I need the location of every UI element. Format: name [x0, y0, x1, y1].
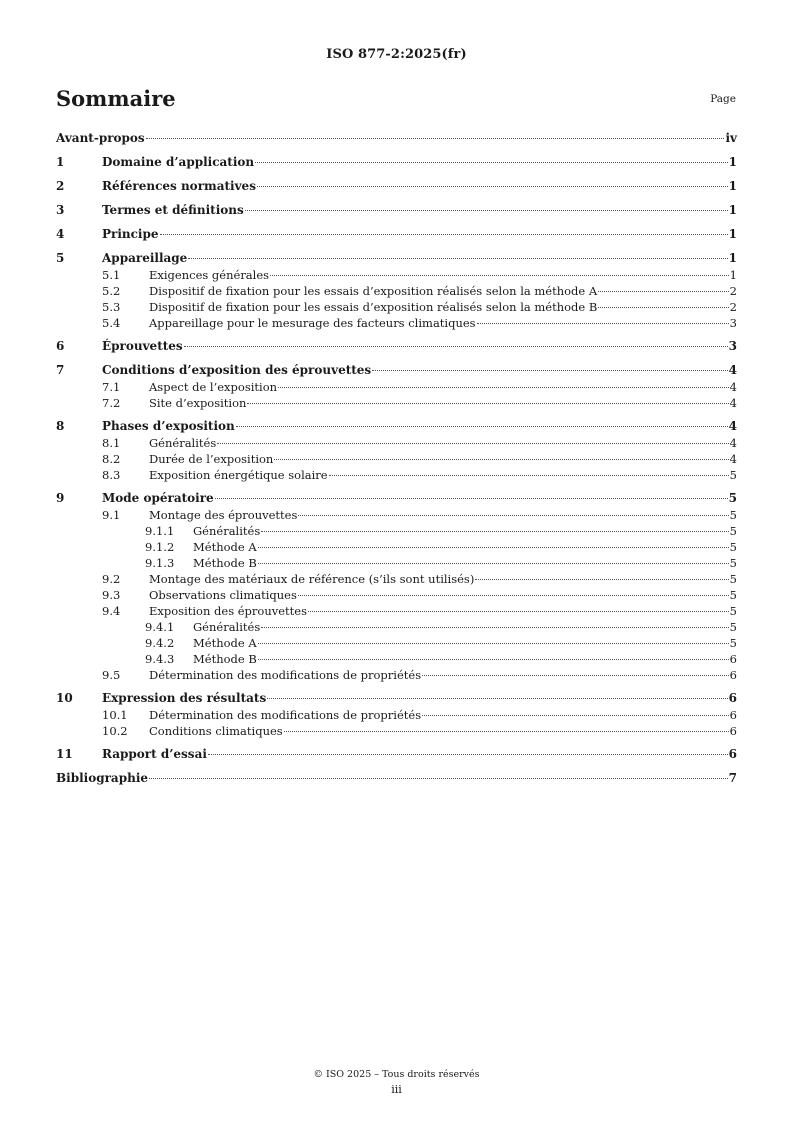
toc-entry-page: 1 — [728, 251, 737, 265]
toc-entry-title: Rapport d’essai — [102, 747, 207, 761]
toc-entry-page: 4 — [729, 452, 737, 466]
toc-entry-title: Montage des éprouvettes — [149, 508, 298, 522]
dot-leader — [329, 475, 729, 476]
toc-entry[interactable] — [56, 154, 737, 171]
toc-entry-number: 9.4.1 — [145, 620, 175, 634]
toc-entry-number: 10.2 — [102, 724, 128, 738]
toc-entry[interactable] — [56, 523, 737, 539]
toc-entry[interactable] — [56, 571, 737, 587]
toc-entry[interactable] — [56, 283, 737, 299]
toc-entry-page: 4 — [729, 396, 737, 410]
toc-entry-number: 10.1 — [102, 708, 128, 722]
toc-entry-number: 5.2 — [102, 284, 121, 298]
dot-leader — [422, 715, 729, 716]
dot-leader — [372, 370, 727, 371]
toc-entry[interactable] — [56, 667, 737, 683]
toc-entry-number: 1 — [56, 155, 65, 169]
dot-leader — [477, 323, 729, 324]
toc-entry-page: 1 — [729, 268, 737, 282]
toc-entry-page: 5 — [729, 620, 737, 634]
dot-leader — [217, 443, 728, 444]
toc-entry-title: Dispositif de fixation pour les essais d’exposition réalisés selon la méthode B — [149, 300, 598, 314]
toc-entry[interactable] — [56, 379, 737, 395]
toc-entry-title: Phases d’exposition — [102, 419, 235, 433]
toc-entry-number: 5 — [56, 251, 65, 265]
toc-entry-number: 9.1.3 — [145, 556, 175, 570]
toc-entry[interactable] — [56, 267, 737, 283]
toc-entry[interactable] — [56, 435, 737, 451]
toc-entry-title: Principe — [102, 227, 159, 241]
toc-entry-page: 5 — [729, 508, 737, 522]
toc-entry-title: Détermination des modifications de propriétés — [149, 708, 422, 722]
toc-entry[interactable] — [56, 690, 737, 707]
copyright-notice: © ISO 2025 – Tous droits réservés — [313, 1069, 480, 1080]
dot-leader — [258, 547, 729, 548]
toc-entry[interactable] — [56, 635, 737, 651]
toc-entry-page: 6 — [729, 668, 737, 682]
toc-entry[interactable] — [56, 395, 737, 411]
toc-entry[interactable] — [56, 723, 737, 739]
toc-entry-title: Généralités — [193, 524, 261, 538]
toc-entry-title: Exposition des éprouvettes — [149, 604, 308, 618]
dot-leader — [261, 627, 728, 628]
toc-entry-page: 6 — [729, 652, 737, 666]
toc-entry-page: 4 — [729, 436, 737, 450]
toc-entry-title: Méthode A — [193, 540, 257, 554]
toc-entry-title: Avant-propos — [56, 131, 145, 145]
dot-leader — [274, 459, 728, 460]
toc-entry-number: 11 — [56, 747, 73, 761]
toc-entry-title: Généralités — [149, 436, 217, 450]
toc-entry[interactable] — [56, 362, 737, 379]
toc-entry-title: Conditions d’exposition des éprouvettes — [102, 363, 372, 377]
dot-leader — [298, 595, 729, 596]
toc-entry[interactable] — [56, 507, 737, 523]
toc-entry[interactable] — [56, 707, 737, 723]
toc-entry[interactable] — [56, 555, 737, 571]
toc-entry-title: Domaine d’application — [102, 155, 255, 169]
toc-entry-number: 7.2 — [102, 396, 121, 410]
toc-entry[interactable] — [56, 250, 737, 267]
toc-entry-title: Exposition énergétique solaire — [149, 468, 328, 482]
toc-entry-number: 6 — [56, 339, 65, 353]
toc-entry-title: Exigences générales — [149, 268, 270, 282]
toc-entry-number: 5.3 — [102, 300, 121, 314]
dot-leader — [298, 515, 728, 516]
toc-entry-number: 3 — [56, 203, 65, 217]
dot-leader — [184, 346, 728, 347]
toc-entry-number: 2 — [56, 179, 65, 193]
toc-entry-title: Éprouvettes — [102, 339, 183, 353]
toc-entry-page: 1 — [728, 155, 737, 169]
toc-entry-number: 8.3 — [102, 468, 121, 482]
toc-entry-number: 9.1.1 — [145, 524, 175, 538]
dot-leader — [422, 675, 729, 676]
toc-entry-page: 6 — [729, 708, 737, 722]
dot-leader — [284, 731, 729, 732]
toc-entry-number: 9.5 — [102, 668, 121, 682]
toc-entry[interactable] — [56, 315, 737, 331]
toc-entry-page: 5 — [729, 604, 737, 618]
toc-entry[interactable] — [56, 490, 737, 507]
toc-entry-title: Aspect de l’exposition — [149, 380, 278, 394]
dot-leader — [149, 778, 728, 779]
dot-leader — [598, 291, 729, 292]
dot-leader — [257, 186, 728, 187]
toc-entry[interactable] — [56, 130, 737, 147]
toc-entry-page: 6 — [728, 691, 737, 705]
dot-leader — [475, 579, 728, 580]
toc-entry-title: Généralités — [193, 620, 261, 634]
toc-entry-title: Appareillage — [102, 251, 188, 265]
toc-entry-page: 7 — [728, 771, 737, 785]
toc-entry[interactable] — [56, 770, 737, 787]
toc-entry-number: 9.1.2 — [145, 540, 175, 554]
toc-entry-number: 9.1 — [102, 508, 121, 522]
toc-entry-page: 1 — [728, 227, 737, 241]
toc-entry-title: Observations climatiques — [149, 588, 297, 602]
toc-entry-title: Détermination des modifications de propriétés — [149, 668, 422, 682]
toc-entry-number: 9 — [56, 491, 65, 505]
toc-entry-number: 5.1 — [102, 268, 121, 282]
toc-entry-page: 5 — [729, 636, 737, 650]
toc-entry-page: 6 — [729, 724, 737, 738]
toc-entry-number: 9.4.2 — [145, 636, 175, 650]
toc-entry-number: 7 — [56, 363, 65, 377]
toc-entry[interactable] — [56, 467, 737, 483]
toc-entry-page: 5 — [729, 588, 737, 602]
toc-entry-page: iv — [725, 131, 737, 145]
toc-entry-title: Expression des résultats — [102, 691, 267, 705]
toc-entry-number: 8.1 — [102, 436, 121, 450]
toc-entry[interactable] — [56, 651, 737, 667]
toc-entry-title: Site d’exposition — [149, 396, 247, 410]
dot-leader — [236, 426, 728, 427]
toc-entry-title: Montage des matériaux de référence (s’ils sont utilisés) — [149, 572, 475, 586]
toc-entry-number: 10 — [56, 691, 73, 705]
toc-entry[interactable] — [56, 746, 737, 763]
toc-entry-title: Méthode B — [193, 652, 257, 666]
dot-leader — [278, 387, 729, 388]
toc-entry-page: 4 — [728, 363, 737, 377]
toc-entry-page: 3 — [728, 339, 737, 353]
toc-entry-title: Références normatives — [102, 179, 256, 193]
toc-entry[interactable] — [56, 587, 737, 603]
toc-entry-title: Termes et définitions — [102, 203, 244, 217]
page-title: Sommaire — [56, 86, 176, 111]
toc-entry-title: Conditions climatiques — [149, 724, 283, 738]
page-column-label: Page — [710, 93, 736, 105]
toc-entry-number: 8.2 — [102, 452, 121, 466]
dot-leader — [188, 258, 727, 259]
dot-leader — [261, 531, 728, 532]
dot-leader — [258, 643, 729, 644]
toc-entry-number: 4 — [56, 227, 65, 241]
toc-entry-number: 5.4 — [102, 316, 121, 330]
toc-entry-number: 9.4.3 — [145, 652, 175, 666]
toc-entry-page: 1 — [728, 179, 737, 193]
dot-leader — [255, 162, 728, 163]
toc-entry-page: 6 — [728, 747, 737, 761]
dot-leader — [146, 138, 725, 139]
toc-entry-page: 4 — [729, 380, 737, 394]
toc-entry[interactable] — [56, 619, 737, 635]
toc-entry-page: 5 — [729, 524, 737, 538]
toc-entry-title: Dispositif de fixation pour les essais d’exposition réalisés selon la méthode A — [149, 284, 598, 298]
toc-entry-page: 2 — [729, 284, 737, 298]
dot-leader — [208, 754, 728, 755]
page-footer — [0, 1067, 793, 1097]
dot-leader — [247, 403, 728, 404]
toc-entry-page: 5 — [728, 491, 737, 505]
toc-entry-number: 9.2 — [102, 572, 121, 586]
dot-leader — [215, 498, 728, 499]
toc-entry-page: 4 — [728, 419, 737, 433]
toc-entry-page: 5 — [729, 572, 737, 586]
toc-entry-title: Mode opératoire — [102, 491, 214, 505]
toc-entry-title: Méthode A — [193, 636, 257, 650]
toc-entry-page: 5 — [729, 540, 737, 554]
toc-entry-number: 8 — [56, 419, 65, 433]
toc-entry-page: 5 — [729, 556, 737, 570]
page-number: iii — [391, 1083, 402, 1096]
toc-entry[interactable] — [56, 418, 737, 435]
toc-entry-number: 7.1 — [102, 380, 121, 394]
toc-entry-title: Bibliographie — [56, 771, 149, 785]
toc-entry[interactable] — [56, 451, 737, 467]
dot-leader — [598, 307, 728, 308]
table-of-contents — [56, 130, 737, 787]
toc-entry-title: Méthode B — [193, 556, 257, 570]
toc-entry[interactable] — [56, 178, 737, 195]
toc-entry-page: 2 — [729, 300, 737, 314]
toc-entry-page: 3 — [729, 316, 737, 330]
toc-entry-title: Appareillage pour le mesurage des facteurs climatiques — [149, 316, 476, 330]
dot-leader — [258, 659, 729, 660]
toc-entry[interactable] — [56, 202, 737, 219]
toc-entry[interactable] — [56, 338, 737, 355]
dot-leader — [308, 611, 729, 612]
dot-leader — [160, 234, 728, 235]
dot-leader — [258, 563, 729, 564]
toc-entry[interactable] — [56, 299, 737, 315]
toc-entry[interactable] — [56, 603, 737, 619]
toc-entry-page: 1 — [728, 203, 737, 217]
dot-leader — [270, 275, 729, 276]
toc-entry-page: 5 — [729, 468, 737, 482]
toc-entry[interactable] — [56, 226, 737, 243]
dot-leader — [267, 698, 727, 699]
toc-entry-number: 9.4 — [102, 604, 121, 618]
toc-entry[interactable] — [56, 539, 737, 555]
document-identifier: ISO 877-2:2025(fr) — [326, 47, 467, 62]
toc-entry-number: 9.3 — [102, 588, 121, 602]
toc-entry-title: Durée de l’exposition — [149, 452, 274, 466]
dot-leader — [245, 210, 728, 211]
